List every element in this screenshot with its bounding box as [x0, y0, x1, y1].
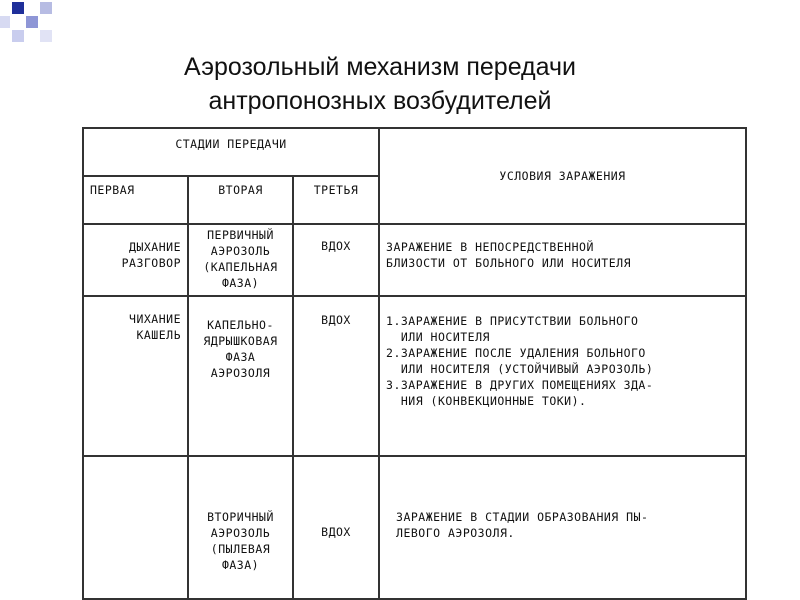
- header-stages: СТАДИИ ПЕРЕДАЧИ: [83, 128, 379, 176]
- cell-line: ФАЗА: [225, 350, 256, 364]
- table-row: [83, 224, 746, 296]
- decor-square: [12, 2, 24, 14]
- cell-line: АЭРОЗОЛЯ: [210, 366, 271, 380]
- cell-third: ВДОХ: [293, 224, 379, 296]
- cell-line: АЭРОЗОЛЬ: [210, 526, 271, 540]
- cell-third: ВДОХ: [293, 296, 379, 456]
- cell-first: [83, 456, 188, 599]
- cell-line: 1.ЗАРАЖЕНИЕ В ПРИСУТСТВИИ БОЛЬНОГО: [386, 314, 639, 328]
- header-conditions: УСЛОВИЯ ЗАРАЖЕНИЯ: [379, 128, 746, 224]
- cell-second: [188, 296, 293, 456]
- cell-second: [188, 456, 293, 599]
- cell-line: ЯДРЫШКОВАЯ: [203, 334, 278, 348]
- cell-second: [188, 224, 293, 296]
- cell-third: ВДОХ: [293, 456, 379, 599]
- title-line-2: антропонозных возбудителей: [208, 87, 552, 115]
- cell-conditions: [379, 224, 746, 296]
- cell-line: ВТОРИЧНЫЙ: [207, 510, 274, 524]
- header-first: ПЕРВАЯ: [83, 176, 188, 224]
- cell-line: НИЯ (КОНВЕКЦИОННЫЕ ТОКИ).: [386, 394, 587, 408]
- cell-conditions: [379, 456, 746, 599]
- decor-square: [40, 30, 52, 42]
- table-row: [83, 456, 746, 599]
- cell-line: ФАЗА): [221, 276, 260, 290]
- cell-line: ЗАРАЖЕНИЕ В НЕПОСРЕДСТВЕННОЙ: [386, 240, 594, 254]
- cell-line: (КАПЕЛЬНАЯ: [203, 260, 278, 274]
- decor-square: [40, 2, 52, 14]
- decor-square: [12, 30, 24, 42]
- cell-line: (ПЫЛЕВАЯ: [210, 542, 271, 556]
- title-line-1: Аэрозольный механизм передачи: [183, 53, 576, 81]
- table-row: [83, 296, 746, 456]
- cell-line: ФАЗА): [221, 558, 260, 572]
- slide-title: [100, 50, 660, 118]
- cell-first: [83, 296, 188, 456]
- decor-square: [0, 16, 10, 28]
- cell-line: ЗАРАЖЕНИЕ В СТАДИИ ОБРАЗОВАНИЯ ПЫ-: [396, 510, 649, 524]
- cell-line: КАШЕЛЬ: [136, 328, 181, 342]
- cell-line: 3.ЗАРАЖЕНИЕ В ДРУГИХ ПОМЕЩЕНИЯХ ЗДА-: [386, 378, 654, 392]
- cell-line: ДЫХАНИЕ: [129, 240, 181, 254]
- header-third: ТРЕТЬЯ: [293, 176, 379, 224]
- cell-line: КАПЕЛЬНО-: [207, 318, 274, 332]
- header-second: ВТОРАЯ: [188, 176, 293, 224]
- cell-line: 2.ЗАРАЖЕНИЕ ПОСЛЕ УДАЛЕНИЯ БОЛЬНОГО: [386, 346, 646, 360]
- cell-line: АЭРОЗОЛЬ: [210, 244, 271, 258]
- transmission-table: [82, 127, 747, 600]
- cell-line: ЧИХАНИЕ: [129, 312, 181, 326]
- cell-conditions: [379, 296, 746, 456]
- cell-line: ЛЕВОГО АЭРОЗОЛЯ.: [396, 526, 515, 540]
- cell-line: РАЗГОВОР: [121, 256, 181, 270]
- cell-line: ПЕРВИЧНЫЙ: [207, 228, 274, 242]
- decor-square: [26, 16, 38, 28]
- cell-line: ИЛИ НОСИТЕЛЯ: [386, 330, 490, 344]
- cell-line: БЛИЗОСТИ ОТ БОЛЬНОГО ИЛИ НОСИТЕЛЯ: [386, 256, 631, 270]
- cell-line: ИЛИ НОСИТЕЛЯ (УСТОЙЧИВЫЙ АЭРОЗОЛЬ): [386, 362, 654, 376]
- cell-first: [83, 224, 188, 296]
